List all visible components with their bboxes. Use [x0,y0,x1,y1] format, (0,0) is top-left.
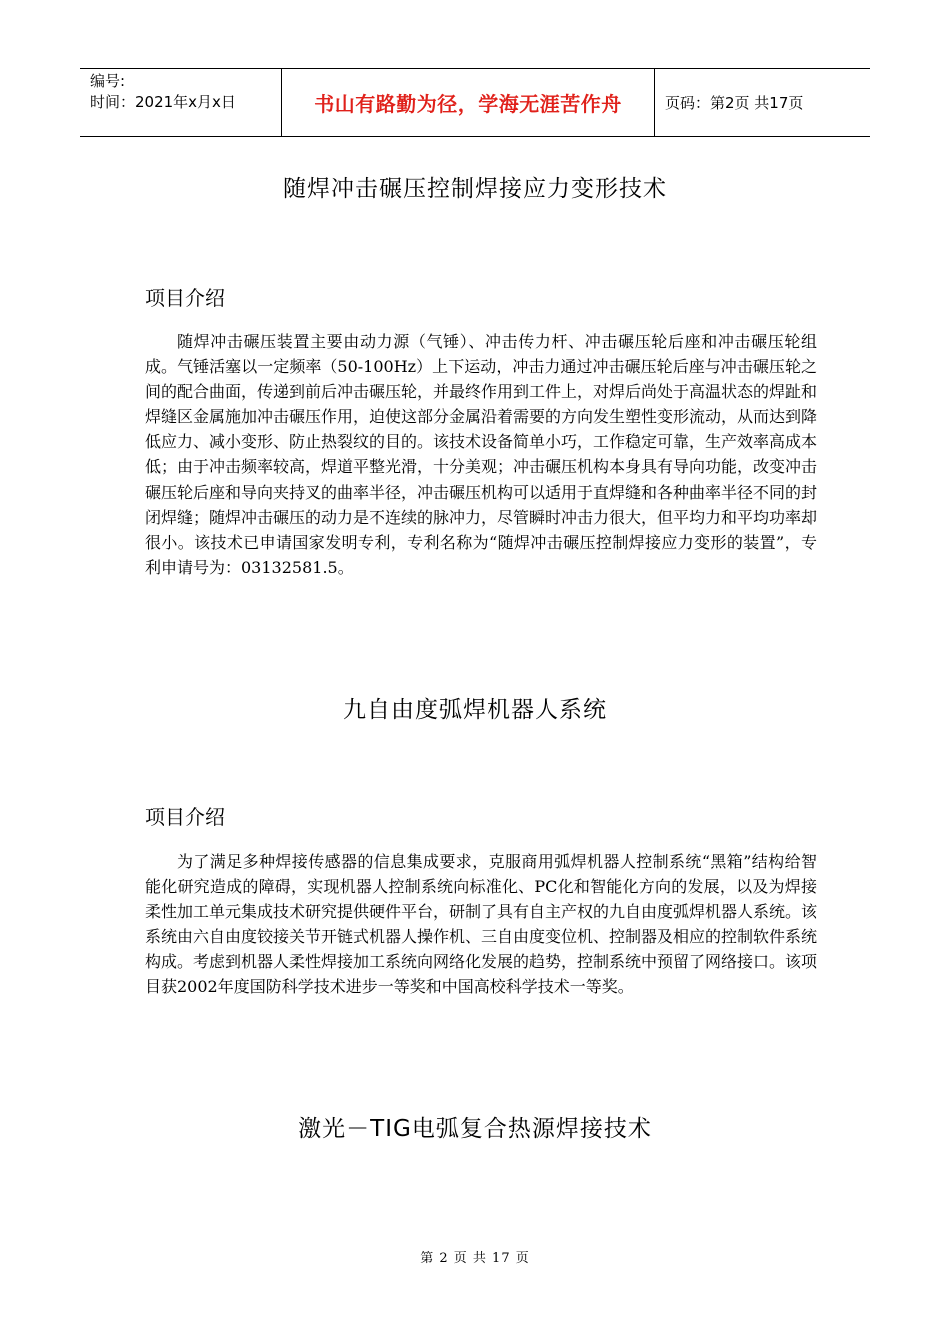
page-footer: 第 2 页 共 17 页 [420,1251,530,1266]
document-number-label: 编号: [90,72,126,90]
header-motto: 书山有路勤为径，学海无涯苦作舟 [282,69,655,136]
section-body-robot: 为了满足多种焊接传感器的信息集成要求，克服商用弧焊机器人控制系统“黑箱”结构给智能化研究造成的障碍，实现机器人控制系统向标准化、PC化和智能化方向的发展，以及为焊接柔性加工单元集成技术研究提供硬件平台，研制了具有自主产权的九自由度弧焊机器人系统。该系统由六自由度铰接关节开链式机器人操作机、三自由度变位机、控制器及相应的控制软件系统构成。考虑到机器人柔性焊接加工系统向网络化发展的趋势，控制系统中预留了网络接口。该项目获2002年度国防科学技术进步一等奖和中国高校科学技术一等奖。 [145,852,818,997]
header-meta-cell [80,69,282,136]
document-header [80,68,870,137]
section-title-laser-tig: 激光－TIG电弧复合热源焊接技术 [298,1116,652,1142]
section-title-robot: 九自由度弧焊机器人系统 [343,697,607,723]
section-body-rolling: 随焊冲击碾压装置主要由动力源（气锤）、冲击传力杆、冲击碾压轮后座和冲击碾压轮组成。气锤活塞以一定频率（50-100Hz）上下运动，冲击力通过冲击碾压轮后座与冲击碾压轮之间的配合曲面，传递到前后冲击碾压轮，并最终作用到工件上，对焊后尚处于高温状态的焊趾和焊缝区金属施加冲击碾压作用，迫使这部分金属沿着需要的方向发生塑性变形流动，从而达到降低应力、减小变形、防止热裂纹的目的。该技术设备简单小巧，工作稳定可靠，生产效率高成本低；由于冲击频率较高，焊道平整光滑，十分美观；冲击碾压机构本身具有导向功能，改变冲击碾压轮后座和导向夹持叉的曲率半径，冲击碾压机构可以适用于直焊缝和各种曲率半径不同的封闭焊缝；随焊冲击碾压的动力是不连续的脉冲力，尽管瞬时冲击力很大，但平均力和平均功率却很小。该技术已申请国家发明专利，专利名称为“随焊冲击碾压控制焊接应力变形的装置”，专利申请号为：03132581.5。 [145,332,818,577]
document-time-label: 时间：2021年x月x日 [90,93,236,111]
header-page-info: 页码：第2页 共17页 [665,94,804,112]
section-subheading-robot: 项目介绍 [145,805,225,829]
section-title-rolling: 随焊冲击碾压控制焊接应力变形技术 [283,176,667,202]
section-subheading-rolling: 项目介绍 [145,286,225,310]
